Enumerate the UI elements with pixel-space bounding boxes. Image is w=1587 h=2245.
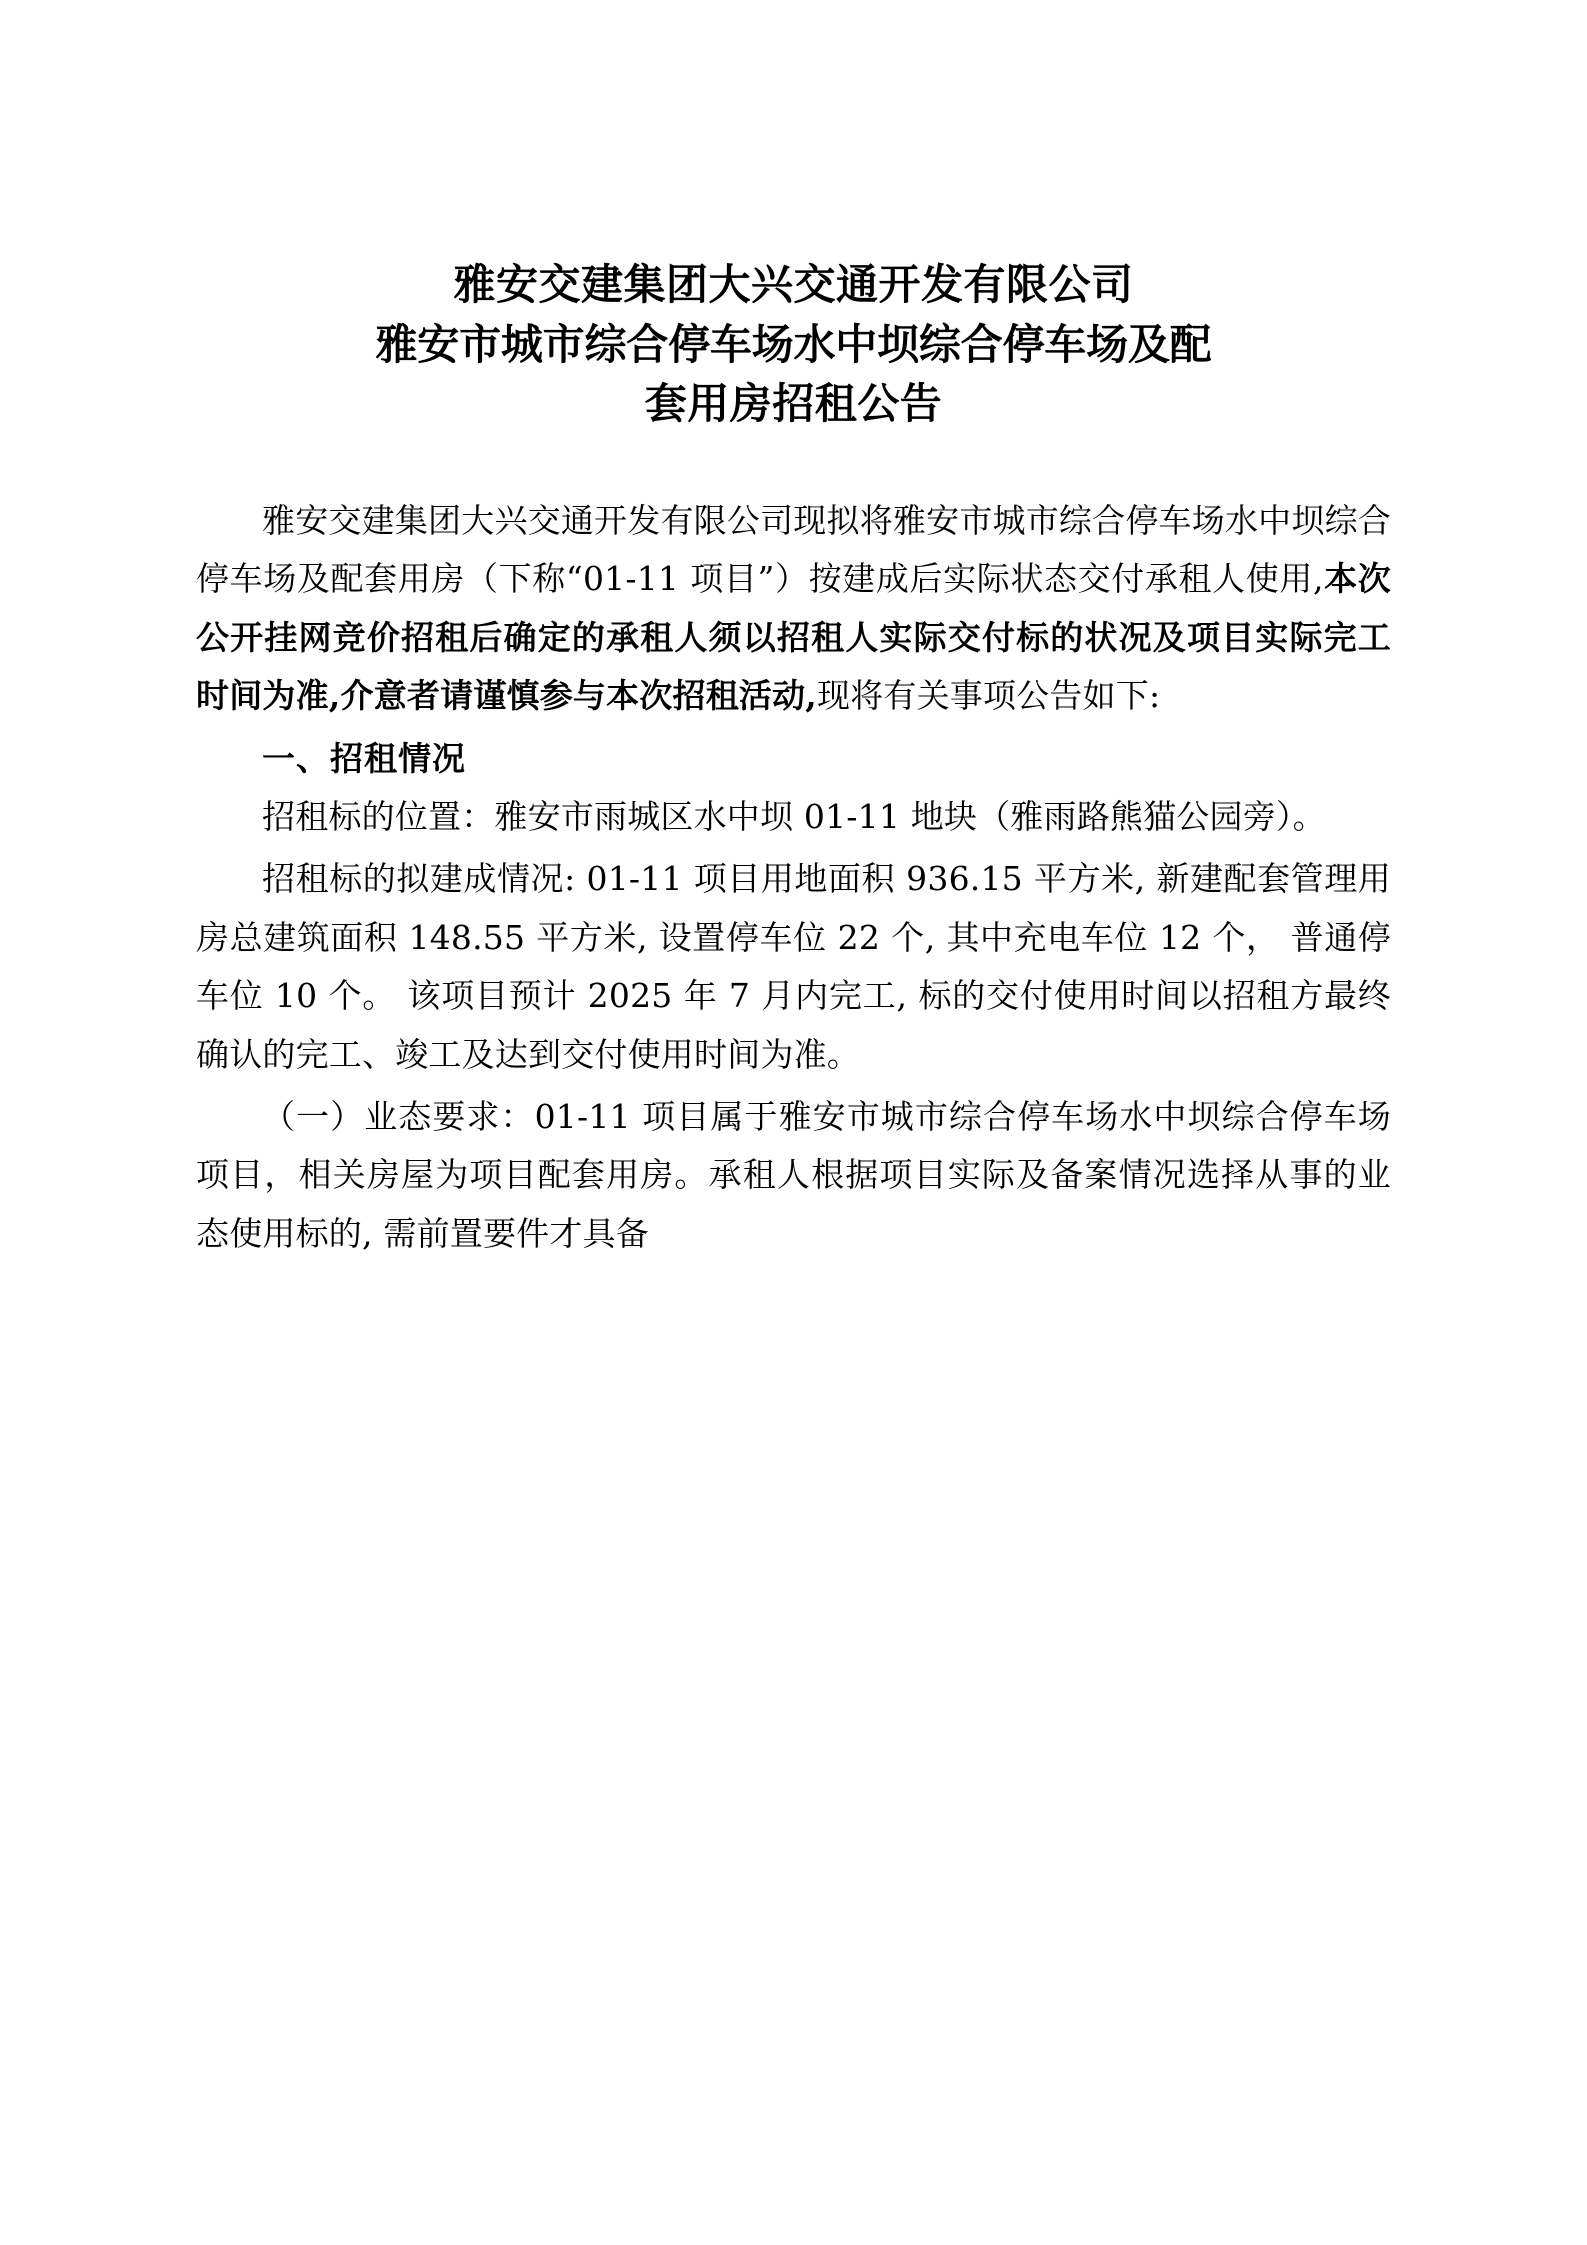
intro-text-bold: 本次公开挂网竞价招租后确定的承租人须以招租人实际交付标的状况及项目实际完工时间为准,介意者请谨慎参与本次招租活动,	[196, 559, 1391, 716]
intro-paragraph	[196, 492, 1391, 726]
paragraph-business-requirement: （一）业态要求：01-11 项目属于雅安市城市综合停车场水中坝综合停车场项目，相关房屋为项目配套用房。承租人根据项目实际及备案情况选择从事的业态使用标的, 需前置要件才具备	[196, 1096, 1391, 1253]
intro-text-normal-2: 现将有关事项公告如下:	[816, 676, 1161, 716]
page-title-line-1: 雅安交建集团大兴交通开发有限公司	[453, 260, 1134, 309]
page-title-line-3: 套用房招租公告	[644, 379, 943, 429]
intro-text-normal-1: 雅安交建集团大兴交通开发有限公司现拟将雅安市城市综合停车场水中坝综合停车场及配套用房（下称“01-11 项目”）按建成后实际状态交付承租人使用,	[196, 500, 1391, 599]
paragraph-location: 招租标的位置：雅安市雨城区水中坝 01-11 地块（雅雨路熊猫公园旁）。	[262, 796, 1326, 836]
page-title	[196, 255, 1391, 434]
section-heading-one: 一、招租情况	[262, 738, 466, 778]
page-title-line-2: 雅安市城市综合停车场水中坝综合停车场及配	[375, 319, 1212, 369]
paragraph-construction-info: 招租标的拟建成情况: 01-11 项目用地面积 936.15 平方米, 新建配套管理用房总建筑面积 148.55 平方米, 设置停车位 22 个, 其中充电车位 12 个， 普通停车位 10 个。 该项目预计 2025 年 7 月内完工, 标的交付使用时间以招租方最终确认的完工、竣工及达到交付使用时间为准。	[196, 859, 1391, 1074]
